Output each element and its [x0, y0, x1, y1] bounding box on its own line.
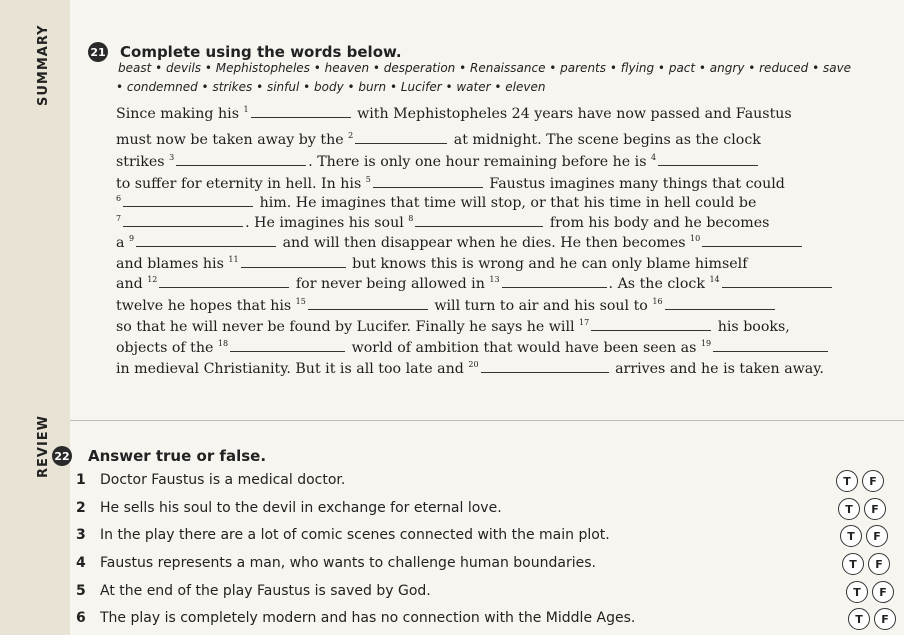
blank-number: 7 — [116, 214, 122, 223]
summary-tab — [0, 0, 70, 410]
answer-blank[interactable] — [230, 338, 345, 352]
blank-number: 13 — [489, 275, 500, 284]
question-number: 3 — [76, 527, 86, 543]
true-false-options — [838, 498, 886, 520]
paragraph-text: from his body and he becomes — [545, 215, 770, 231]
answer-blank[interactable] — [722, 274, 832, 288]
question-number: 5 — [76, 583, 86, 599]
blank-number: 3 — [169, 153, 175, 162]
true-option[interactable]: T — [848, 608, 870, 630]
exercise-21-number: 21 — [88, 42, 108, 62]
blank-number: 15 — [295, 297, 306, 306]
word-bank-line-1: beast • devils • Mephistopheles • heaven • desperation • Renaissance • parents • flying • pact • angry • reduced • save — [118, 61, 852, 75]
answer-blank[interactable] — [159, 274, 289, 288]
blank-number: 18 — [217, 339, 229, 348]
answer-blank[interactable] — [481, 359, 609, 373]
paragraph-text: Faustus imagines many things that could — [484, 176, 785, 192]
paragraph-line — [116, 152, 760, 170]
answer-blank[interactable] — [136, 233, 276, 247]
question-text: In the play there are a lot of comic scenes connected with the main plot. — [100, 527, 610, 543]
paragraph-text: must now be taken away by the — [116, 132, 349, 148]
answer-blank[interactable] — [415, 213, 543, 227]
false-option[interactable]: F — [868, 553, 890, 575]
true-option[interactable]: T — [840, 525, 862, 547]
answer-blank[interactable] — [713, 338, 828, 352]
paragraph-line — [116, 213, 769, 231]
review-label: REVIEW — [36, 414, 51, 478]
paragraph-line — [116, 317, 790, 335]
paragraph-line — [116, 193, 756, 211]
paragraph-line — [116, 233, 804, 251]
paragraph-text: for never being allowed in — [291, 276, 490, 292]
answer-blank[interactable] — [665, 296, 775, 310]
paragraph-line — [116, 296, 777, 314]
blank-number: 2 — [348, 131, 354, 140]
false-option[interactable]: F — [874, 608, 896, 630]
answer-blank[interactable] — [355, 130, 447, 144]
paragraph-line — [116, 359, 824, 377]
paragraph-text: arrives and he is taken away. — [610, 361, 824, 377]
blank-number: 1 — [243, 105, 249, 114]
paragraph-text: . There is only one hour remaining before he is — [308, 154, 652, 170]
blank-number: 12 — [147, 275, 158, 284]
true-false-options — [848, 608, 896, 630]
answer-blank[interactable] — [591, 317, 711, 331]
answer-blank[interactable] — [176, 152, 306, 166]
paragraph-text: and — [116, 276, 148, 292]
question-row — [76, 527, 610, 543]
blank-number: 6 — [116, 194, 122, 203]
question-row — [76, 472, 345, 488]
true-option[interactable]: T — [842, 553, 864, 575]
paragraph-line — [116, 174, 785, 192]
true-false-options — [840, 525, 888, 547]
question-number: 6 — [76, 610, 86, 626]
question-row — [76, 583, 431, 599]
question-text: Faustus represents a man, who wants to challenge human boundaries. — [100, 555, 596, 571]
paragraph-text: at midnight. The scene begins as the clock — [449, 132, 761, 148]
true-option[interactable]: T — [846, 581, 868, 603]
exercise-22-number: 22 — [52, 446, 72, 466]
paragraph-text: in medieval Christianity. But it is all too late and — [116, 361, 469, 377]
answer-blank[interactable] — [123, 213, 243, 227]
true-option[interactable]: T — [836, 470, 858, 492]
question-row — [76, 555, 596, 571]
paragraph-text: to suffer for eternity in hell. In his — [116, 176, 366, 192]
blank-number: 5 — [365, 175, 371, 184]
question-number: 2 — [76, 500, 86, 516]
blank-number: 9 — [128, 234, 135, 243]
blank-number: 14 — [709, 275, 720, 284]
paragraph-text: . As the clock — [608, 276, 710, 292]
paragraph-text: twelve he hopes that his — [116, 298, 296, 314]
answer-blank[interactable] — [251, 104, 351, 118]
paragraph-line — [116, 338, 830, 356]
blank-number: 16 — [652, 297, 663, 306]
paragraph-line — [116, 274, 834, 292]
word-bank-line-2: • condemned • strikes • sinful • body • burn • Lucifer • water • eleven — [116, 80, 546, 94]
false-option[interactable]: F — [872, 581, 894, 603]
blank-number: 20 — [468, 360, 479, 369]
paragraph-text: but knows this is wrong and he can only blame himself — [347, 256, 748, 272]
true-false-options — [846, 581, 894, 603]
paragraph-text: him. He imagines that time will stop, or that his time in hell could be — [255, 195, 757, 211]
blank-number: 17 — [579, 318, 590, 327]
question-text: He sells his soul to the devil in exchange for eternal love. — [100, 500, 502, 516]
exercise-21-title: Complete using the words below. — [120, 43, 402, 61]
paragraph-text: his books, — [713, 319, 790, 335]
false-option[interactable]: F — [864, 498, 886, 520]
blank-number: 10 — [690, 234, 701, 243]
question-text: The play is completely modern and has no connection with the Middle Ages. — [100, 610, 636, 626]
paragraph-text: objects of the — [116, 340, 218, 356]
question-number: 4 — [76, 555, 86, 571]
blank-number: 11 — [228, 255, 239, 264]
blank-number: 8 — [408, 214, 414, 223]
answer-blank[interactable] — [308, 296, 428, 310]
question-text: At the end of the play Faustus is saved by God. — [100, 583, 431, 599]
true-option[interactable]: T — [838, 498, 860, 520]
true-false-options — [836, 470, 884, 492]
question-number: 1 — [76, 472, 86, 488]
answer-blank[interactable] — [373, 174, 483, 188]
answer-blank[interactable] — [241, 254, 346, 268]
paragraph-text: a — [116, 235, 129, 251]
summary-label: SUMMARY — [36, 24, 51, 106]
paragraph-text: Since making his — [116, 106, 244, 122]
paragraph-text: strikes — [116, 154, 170, 170]
paragraph-text: . He imagines his soul — [245, 215, 409, 231]
answer-blank[interactable] — [658, 152, 758, 166]
answer-blank[interactable] — [502, 274, 607, 288]
true-false-options — [842, 553, 890, 575]
paragraph-text: so that he will never be found by Lucifer. Finally he says he will — [116, 319, 580, 335]
question-row — [76, 610, 635, 626]
section-divider — [70, 420, 904, 421]
paragraph-text: and blames his — [116, 256, 229, 272]
question-text: Doctor Faustus is a medical doctor. — [100, 472, 346, 488]
false-option[interactable]: F — [866, 525, 888, 547]
answer-blank[interactable] — [123, 193, 253, 207]
review-tab — [0, 410, 70, 635]
blank-number: 4 — [651, 153, 657, 162]
paragraph-text: with Mephistopheles 24 years have now passed and Faustus — [352, 106, 792, 122]
false-option[interactable]: F — [862, 470, 884, 492]
blank-number: 19 — [700, 339, 712, 348]
question-row — [76, 500, 502, 516]
exercise-22-title: Answer true or false. — [88, 447, 267, 465]
paragraph-line — [116, 254, 747, 272]
answer-blank[interactable] — [702, 233, 802, 247]
paragraph-text: and will then disappear when he dies. He then becomes — [278, 235, 691, 251]
paragraph-line — [116, 130, 761, 148]
paragraph-text: will turn to air and his soul to — [429, 298, 653, 314]
paragraph-line — [116, 104, 792, 122]
paragraph-text: world of ambition that would have been seen as — [347, 340, 701, 356]
